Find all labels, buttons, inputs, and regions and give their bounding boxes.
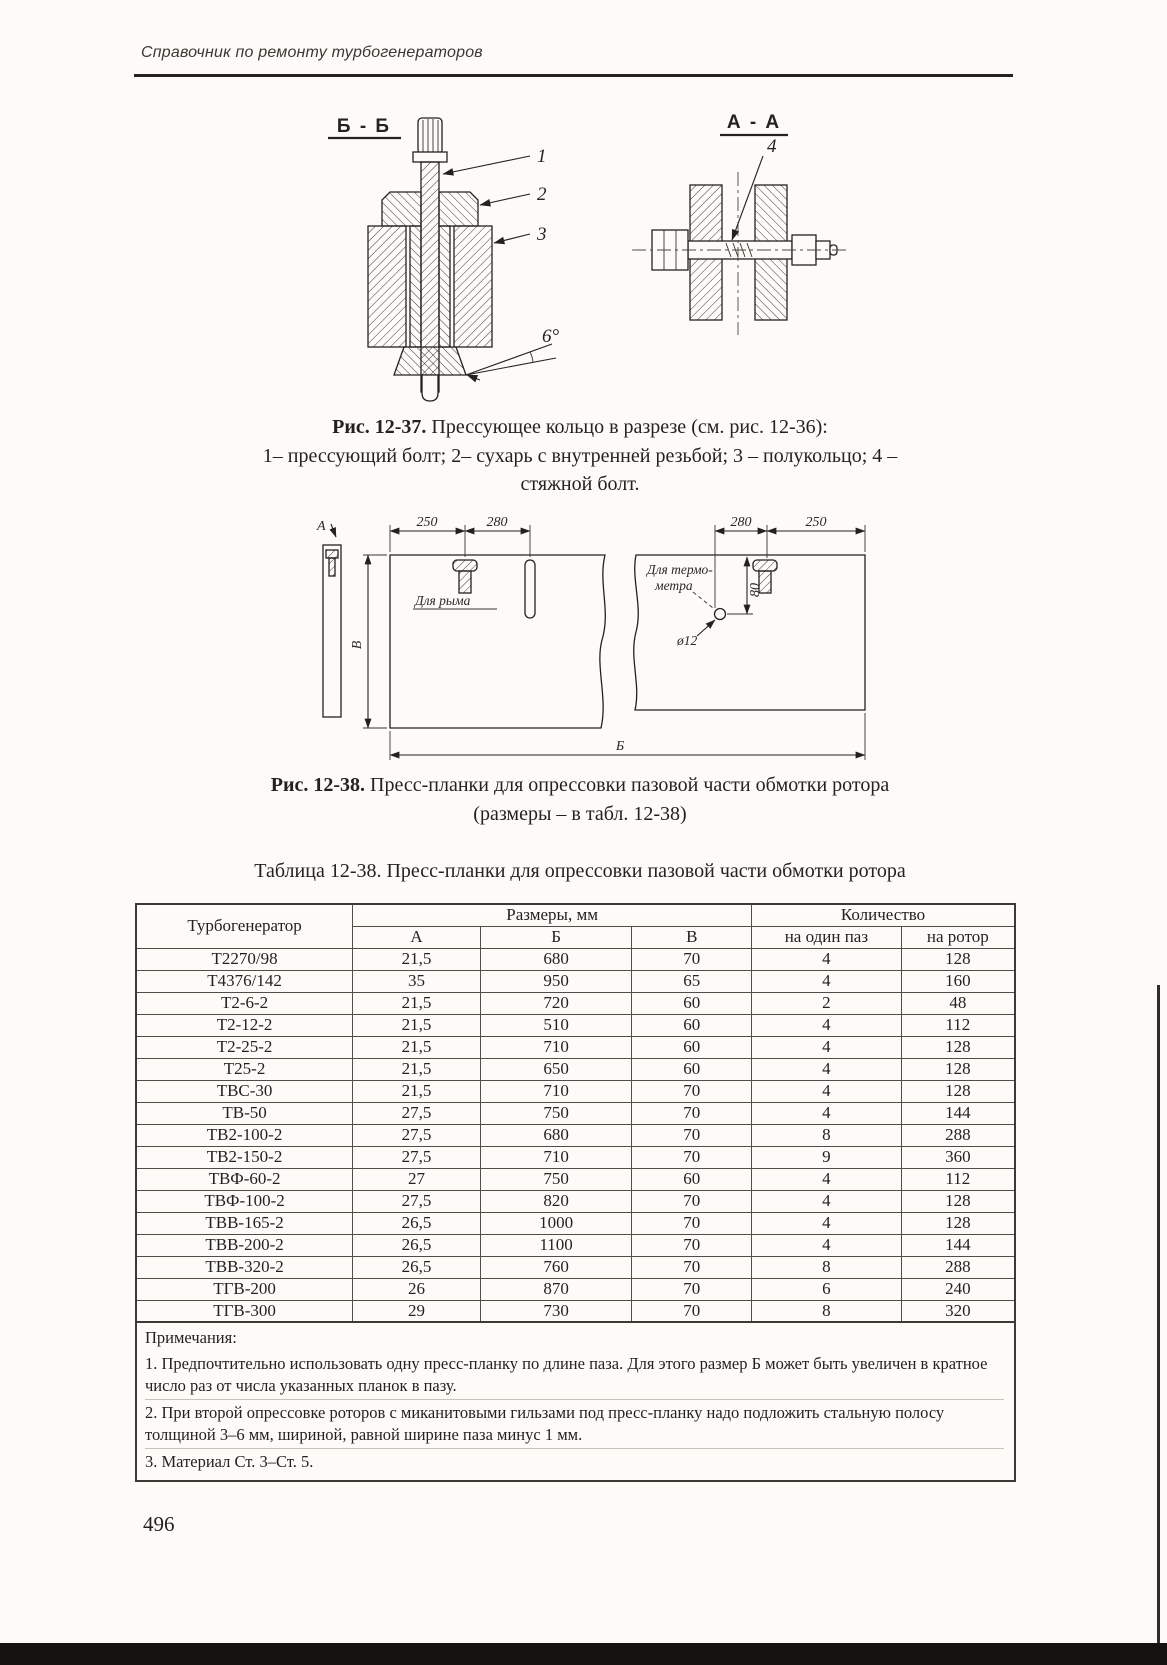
table-cell: 4 <box>752 1014 902 1036</box>
dim-label-v: В <box>350 640 365 650</box>
table-cell: 720 <box>480 992 632 1014</box>
table-cell: 4 <box>752 1102 902 1124</box>
table-cell: 70 <box>632 1256 752 1278</box>
header-per-rotor: на ротор <box>901 926 1015 948</box>
table-cell: 710 <box>480 1080 632 1102</box>
table-cell: 21,5 <box>353 1036 481 1058</box>
figure-12-37-caption-line3: стяжной болт. <box>520 473 640 495</box>
press-plate-table <box>135 903 1016 1323</box>
table-cell: 70 <box>632 1234 752 1256</box>
table-cell: 112 <box>901 1014 1015 1036</box>
table-cell: 128 <box>901 1212 1015 1234</box>
slot <box>525 560 535 618</box>
table-cell: 288 <box>901 1256 1015 1278</box>
table-header-row-1 <box>136 904 1015 926</box>
header-col-a: А <box>353 926 481 948</box>
label-thermo-line2: метра <box>655 578 693 593</box>
table-cell: 320 <box>901 1300 1015 1322</box>
table-cell: 8 <box>752 1300 902 1322</box>
header-generator: Турбогенератор <box>136 904 353 948</box>
table-cell: 650 <box>480 1058 632 1080</box>
table-cell: ТГВ-300 <box>136 1300 353 1322</box>
table-cell: 70 <box>632 1146 752 1168</box>
table-cell: 70 <box>632 1212 752 1234</box>
table-cell: 26,5 <box>353 1212 481 1234</box>
table-cell: 60 <box>632 1168 752 1190</box>
table-cell: 21,5 <box>353 1058 481 1080</box>
figure-12-37-caption-line2: 1– прессующий болт; 2– сухарь с внутренней резьбой; 3 – полукольцо; 4 – <box>262 444 898 467</box>
table-cell: 750 <box>480 1102 632 1124</box>
view-label-a: А <box>317 519 326 534</box>
table-cell: 21,5 <box>353 1080 481 1102</box>
table-cell: 70 <box>632 1300 752 1322</box>
table-row <box>136 1036 1015 1058</box>
table-cell: Т2-25-2 <box>136 1036 353 1058</box>
table-cell: ТВФ-100-2 <box>136 1190 353 1212</box>
figure-12-37-drawing <box>280 92 900 422</box>
page-number: 496 <box>143 1512 175 1536</box>
figure-12-38-title: Пресс-планки для опрессовки пазовой части обмотки ротора <box>365 774 890 796</box>
table-cell: Т4376/142 <box>136 970 353 992</box>
table-cell: 27,5 <box>353 1102 481 1124</box>
table-cell: 60 <box>632 1036 752 1058</box>
angle-6deg-label: 6° <box>542 326 560 347</box>
table-row <box>136 1212 1015 1234</box>
table-cell: 70 <box>632 1080 752 1102</box>
table-row <box>136 1080 1015 1102</box>
table-cell: 760 <box>480 1256 632 1278</box>
plate-plan-left <box>390 555 605 728</box>
section-label-aa: А - А <box>726 112 782 133</box>
table-cell: 2 <box>752 992 902 1014</box>
note-item-2: 2. При второй опрессовке роторов с миканитовыми гильзами под пресс-планку надо подложить стальную полосу толщиной 3–6 мм, шириной, равной ширине паза минус 1 мм. <box>145 1399 1004 1448</box>
label-thermo-line1: Для термо- <box>647 562 713 577</box>
table-cell: 4 <box>752 1190 902 1212</box>
table-row <box>136 1014 1015 1036</box>
table-row <box>136 948 1015 970</box>
table-cell: 128 <box>901 1080 1015 1102</box>
table-cell: 750 <box>480 1168 632 1190</box>
dim-label-d12: ø12 <box>677 633 698 648</box>
table-cell: 26 <box>353 1278 481 1300</box>
table-cell: 510 <box>480 1014 632 1036</box>
table-cell: 70 <box>632 1124 752 1146</box>
figure-12-38-number: Рис. 12-38. <box>270 774 366 796</box>
table-body <box>136 948 1015 1322</box>
table-row <box>136 1256 1015 1278</box>
table-cell: 288 <box>901 1124 1015 1146</box>
note-item-3: 3. Материал Ст. 3–Ст. 5. <box>145 1448 1004 1475</box>
table-row <box>136 1102 1015 1124</box>
table-cell: 70 <box>632 1278 752 1300</box>
section-label-bb: Б - Б <box>336 116 392 137</box>
header-col-b: Б <box>480 926 632 948</box>
table-row <box>136 992 1015 1014</box>
table-row <box>136 1278 1015 1300</box>
header-sizes-group: Размеры, мм <box>353 904 752 926</box>
table-cell: 4 <box>752 1080 902 1102</box>
table-cell: Т2-6-2 <box>136 992 353 1014</box>
table-cell: 128 <box>901 1036 1015 1058</box>
table-row <box>136 1300 1015 1322</box>
dim-250-left: 250 <box>416 515 438 530</box>
table-row <box>136 970 1015 992</box>
table-cell: 144 <box>901 1102 1015 1124</box>
table-cell: 60 <box>632 992 752 1014</box>
table-row <box>136 1234 1015 1256</box>
table-cell: ТВВ-200-2 <box>136 1234 353 1256</box>
table-cell: 4 <box>752 1234 902 1256</box>
table-cell: 160 <box>901 970 1015 992</box>
table-row <box>136 1168 1015 1190</box>
table-cell: ТВВ-320-2 <box>136 1256 353 1278</box>
dim-250-right: 250 <box>805 515 827 530</box>
press-bolt-symbol-left <box>453 560 477 571</box>
figure-12-37-number: Рис. 12-37. <box>332 416 427 438</box>
table-head <box>136 904 1015 948</box>
table-cell: 29 <box>353 1300 481 1322</box>
table-cell: 26,5 <box>353 1234 481 1256</box>
table-row <box>136 1124 1015 1146</box>
callout-2: 2 <box>537 184 547 205</box>
table-row <box>136 1146 1015 1168</box>
table-cell: 27,5 <box>353 1124 481 1146</box>
table-cell: 70 <box>632 1102 752 1124</box>
table-cell: ТГВ-200 <box>136 1278 353 1300</box>
table-cell: 9 <box>752 1146 902 1168</box>
figure-12-37-caption <box>150 413 1010 499</box>
note-item-1: 1. Предпочтительно использовать одну пресс-планку по длине паза. Для этого размер Б может быть увеличен в кратное число раз от числа указанных планок в пазу. <box>145 1354 988 1395</box>
table-cell: 128 <box>901 1190 1015 1212</box>
table-cell: 4 <box>752 948 902 970</box>
table-cell: 4 <box>752 1058 902 1080</box>
table-cell: Т2270/98 <box>136 948 353 970</box>
table-cell: 128 <box>901 948 1015 970</box>
table-cell: 710 <box>480 1146 632 1168</box>
table-cell: 112 <box>901 1168 1015 1190</box>
table-cell: 70 <box>632 948 752 970</box>
label-dlya-ryma: Для рыма <box>415 593 471 608</box>
figure-12-38-drawing <box>295 512 895 780</box>
table-cell: 27,5 <box>353 1146 481 1168</box>
bolt-flange <box>394 347 466 375</box>
header-qty-group: Количество <box>752 904 1015 926</box>
dim-280-left: 280 <box>486 515 508 530</box>
header-per-slot: на один паз <box>752 926 902 948</box>
table-cell: 1000 <box>480 1212 632 1234</box>
table-block <box>135 903 1016 1482</box>
table-cell: 21,5 <box>353 948 481 970</box>
table-row <box>136 1058 1015 1080</box>
callout-4: 4 <box>767 136 777 157</box>
table-cell: 26,5 <box>353 1256 481 1278</box>
table-cell: 21,5 <box>353 1014 481 1036</box>
table-cell: 360 <box>901 1146 1015 1168</box>
table-cell: 680 <box>480 948 632 970</box>
table-cell: 48 <box>901 992 1015 1014</box>
header-rule <box>134 74 1013 77</box>
table-cell: 60 <box>632 1058 752 1080</box>
table-cell: 820 <box>480 1190 632 1212</box>
table-cell: 240 <box>901 1278 1015 1300</box>
table-cell: Т25-2 <box>136 1058 353 1080</box>
figure-12-38-caption-line1 <box>150 771 1010 800</box>
table-cell: 870 <box>480 1278 632 1300</box>
bolt-tip <box>422 375 438 401</box>
section-b-b <box>328 116 560 401</box>
table-cell: 8 <box>752 1256 902 1278</box>
table-cell: 680 <box>480 1124 632 1146</box>
dim-label-b: Б <box>615 739 625 754</box>
callout-3: 3 <box>537 224 547 245</box>
table-cell: 730 <box>480 1300 632 1322</box>
table-row <box>136 1190 1015 1212</box>
thermometer-hole <box>715 609 726 620</box>
plate-side-view <box>316 519 341 717</box>
table-cell: 4 <box>752 1036 902 1058</box>
figure-12-37-title: Прессующее кольцо в разрезе (см. рис. 12-36): <box>426 416 828 438</box>
table-cell: ТВ2-150-2 <box>136 1146 353 1168</box>
table-cell: 21,5 <box>353 992 481 1014</box>
table-cell: 710 <box>480 1036 632 1058</box>
table-cell: 65 <box>632 970 752 992</box>
table-cell: 4 <box>752 1168 902 1190</box>
table-cell: 128 <box>901 1058 1015 1080</box>
callout-1: 1 <box>537 146 547 167</box>
dim-v <box>350 555 387 728</box>
plate-plan-right <box>634 555 865 710</box>
scan-artifact-right-edge <box>1157 985 1160 1643</box>
table-title: Таблица 12-38. Пресс-планки для опрессовки пазовой части обмотки ротора <box>254 860 906 882</box>
press-bolt-symbol-right <box>753 560 777 571</box>
running-header: Справочник по ремонту турбогенераторов <box>141 44 483 61</box>
notes-title: Примечания: <box>145 1328 237 1347</box>
table-cell: 1100 <box>480 1234 632 1256</box>
table-cell: 950 <box>480 970 632 992</box>
table-cell: 70 <box>632 1190 752 1212</box>
table-cell: 27,5 <box>353 1190 481 1212</box>
table-cell: ТВ2-100-2 <box>136 1124 353 1146</box>
table-cell: ТВВ-165-2 <box>136 1212 353 1234</box>
figure-12-38-caption-line2: (размеры – в табл. 12-38) <box>473 802 687 825</box>
figure-12-37-caption-line1 <box>150 413 1010 442</box>
notes-box <box>135 1323 1016 1482</box>
table-cell: 4 <box>752 970 902 992</box>
dim-280-right: 280 <box>730 515 752 530</box>
table-cell: 35 <box>353 970 481 992</box>
figure-12-38-caption <box>150 771 1010 828</box>
table-cell: 27 <box>353 1168 481 1190</box>
section-a-a <box>632 112 848 335</box>
dims-left-plate <box>390 515 530 557</box>
header-col-v: В <box>632 926 752 948</box>
angle-annotation <box>466 344 556 380</box>
table-cell: 6 <box>752 1278 902 1300</box>
table-cell: ТВС-30 <box>136 1080 353 1102</box>
table-cell: ТВФ-60-2 <box>136 1168 353 1190</box>
dim-label-80: 80 <box>748 583 763 597</box>
table-cell: 60 <box>632 1014 752 1036</box>
table-cell: ТВ-50 <box>136 1102 353 1124</box>
scan-artifact-bottom-bar <box>0 1643 1167 1665</box>
table-cell: 8 <box>752 1124 902 1146</box>
table-cell: 4 <box>752 1212 902 1234</box>
table-cell: 144 <box>901 1234 1015 1256</box>
table-cell: Т2-12-2 <box>136 1014 353 1036</box>
press-bolt-head <box>413 118 447 162</box>
